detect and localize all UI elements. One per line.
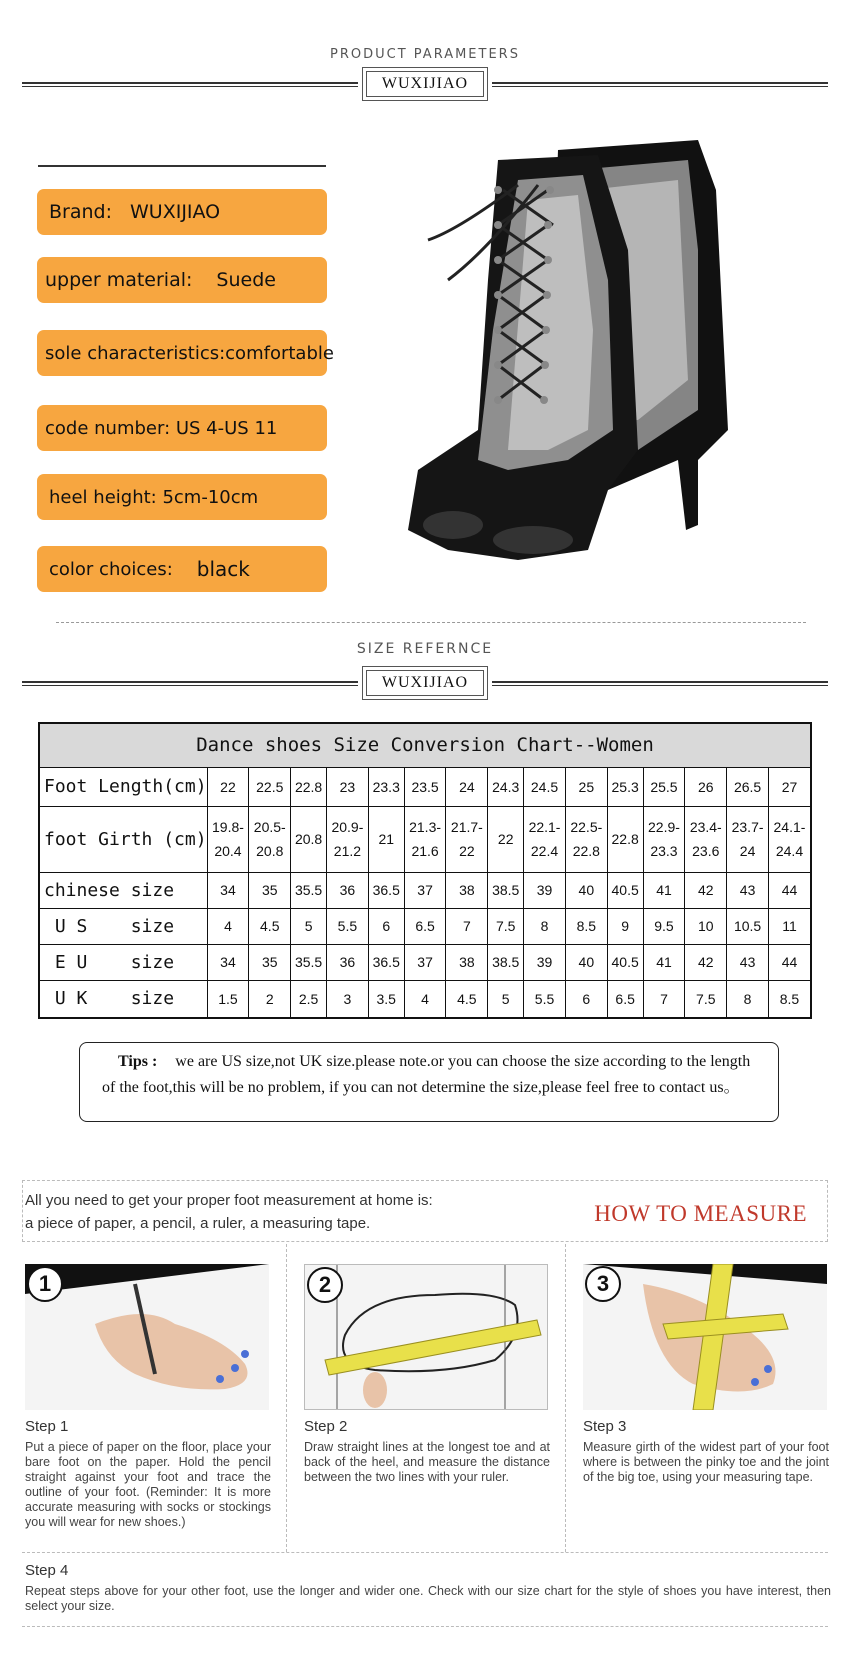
size-cell: 4 — [207, 908, 249, 944]
param-upper-material-value: Suede — [216, 269, 276, 291]
size-cell: 43 — [727, 944, 769, 980]
param-sole — [37, 330, 334, 376]
step2-title: Step 2 — [304, 1418, 348, 1435]
size-cell: 4.5 — [446, 980, 488, 1018]
size-row-label: foot Girth (cm) — [39, 806, 207, 872]
size-cell: 35.5 — [291, 872, 327, 908]
size-cell: 36 — [327, 872, 369, 908]
size-cell: 21.3- 21.6 — [404, 806, 446, 872]
size-cell: 6 — [368, 908, 404, 944]
size-cell: 7 — [643, 980, 685, 1018]
size-cell: 22.9- 23.3 — [643, 806, 685, 872]
size-cell: 8 — [524, 908, 566, 944]
measure-intro-line1: All you need to get your proper foot measurement at home is: — [25, 1192, 433, 1209]
size-cell: 2 — [249, 980, 291, 1018]
param-heel-height — [37, 474, 327, 520]
step2-text: Draw straight lines at the longest toe and at back of the heel, and measure the distance between the two lines with your ruler. — [304, 1440, 550, 1484]
size-cell: 22.8 — [291, 767, 327, 806]
tips-box — [79, 1042, 779, 1122]
size-cell: 41 — [643, 872, 685, 908]
size-row — [39, 908, 811, 944]
param-code-number — [37, 405, 327, 451]
size-cell: 41 — [643, 944, 685, 980]
size-cell: 34 — [207, 872, 249, 908]
size-cell: 40 — [565, 944, 607, 980]
size-cell: 43 — [727, 872, 769, 908]
size-cell: 23.4- 23.6 — [685, 806, 727, 872]
size-cell: 35 — [249, 872, 291, 908]
size-table-title: Dance shoes Size Conversion Chart--Women — [39, 723, 811, 767]
size-row — [39, 806, 811, 872]
size-cell: 19.8- 20.4 — [207, 806, 249, 872]
param-upper-material-label: upper material: — [45, 269, 193, 291]
parameters-section-title: PRODUCT PARAMETERS — [330, 47, 520, 62]
size-cell: 38 — [446, 872, 488, 908]
size-cell: 8.5 — [768, 980, 811, 1018]
size-row — [39, 944, 811, 980]
brand-badge — [362, 67, 488, 101]
size-cell: 4.5 — [249, 908, 291, 944]
size-header-rule-right — [492, 681, 828, 686]
size-row — [39, 980, 811, 1018]
size-cell: 38.5 — [488, 944, 524, 980]
size-cell: 22.8 — [607, 806, 643, 872]
header-rule-left — [22, 82, 358, 87]
size-cell: 3.5 — [368, 980, 404, 1018]
size-cell: 24.5 — [524, 767, 566, 806]
header-rule-right — [492, 82, 828, 87]
size-section-title: SIZE REFERNCE — [356, 641, 494, 657]
tips-label: Tips : — [118, 1053, 158, 1070]
step3-title: Step 3 — [583, 1418, 627, 1435]
param-brand-label: Brand: — [49, 201, 112, 223]
section-divider — [56, 622, 806, 623]
size-cell: 8 — [727, 980, 769, 1018]
size-cell: 39 — [524, 872, 566, 908]
size-cell: 25.3 — [607, 767, 643, 806]
size-cell: 22.5- 22.8 — [565, 806, 607, 872]
param-color-value: black — [196, 557, 250, 581]
step4-text: Repeat steps above for your other foot, use the longer and wider one. Check with our size chart for the style of shoes you have interest, then select your size. — [25, 1584, 831, 1613]
size-row-label: chinese size — [39, 872, 207, 908]
param-upper-material — [37, 257, 327, 303]
size-cell: 22.1- 22.4 — [524, 806, 566, 872]
size-cell: 2.5 — [291, 980, 327, 1018]
size-cell: 40 — [565, 872, 607, 908]
size-cell: 34 — [207, 944, 249, 980]
shoe-illustration — [398, 130, 788, 570]
size-conversion-table — [38, 722, 812, 1019]
size-cell: 38 — [446, 944, 488, 980]
size-cell: 20.9- 21.2 — [327, 806, 369, 872]
size-cell: 27 — [768, 767, 811, 806]
size-cell: 20.8 — [291, 806, 327, 872]
size-cell: 42 — [685, 872, 727, 908]
step1-title: Step 1 — [25, 1418, 69, 1435]
size-cell: 23.3 — [368, 767, 404, 806]
step3-number: 3 — [585, 1266, 621, 1302]
brand-badge-label: WUXIJIAO — [366, 71, 484, 97]
size-cell: 37 — [404, 872, 446, 908]
step3-image — [583, 1264, 827, 1410]
size-table-body — [39, 767, 811, 1018]
size-cell: 5.5 — [524, 980, 566, 1018]
size-cell: 4 — [404, 980, 446, 1018]
step-divider-1 — [286, 1244, 287, 1552]
size-header-rule-left — [22, 681, 358, 686]
size-cell: 36 — [327, 944, 369, 980]
size-cell: 35 — [249, 944, 291, 980]
how-to-measure-title: HOW TO MEASURE — [594, 1201, 807, 1226]
step-divider-horizontal — [22, 1552, 828, 1553]
size-cell: 44 — [768, 944, 811, 980]
size-cell: 20.5- 20.8 — [249, 806, 291, 872]
param-heel-height-label: heel height: 5cm-10cm — [49, 486, 259, 508]
size-cell: 6.5 — [404, 908, 446, 944]
size-cell: 8.5 — [565, 908, 607, 944]
size-cell: 39 — [524, 944, 566, 980]
size-cell: 11 — [768, 908, 811, 944]
param-sole-label: sole characteristics:comfortable — [45, 342, 334, 364]
size-cell: 26.5 — [727, 767, 769, 806]
size-row-label: U S size — [39, 908, 207, 944]
step3-text: Measure girth of the widest part of your foot where is between the pinky toe and the joint of the big toe, using your measuring tape. — [583, 1440, 829, 1484]
param-brand-value: WUXIJIAO — [130, 201, 221, 223]
size-cell: 40.5 — [607, 944, 643, 980]
size-cell: 26 — [685, 767, 727, 806]
size-cell: 6.5 — [607, 980, 643, 1018]
size-brand-badge — [362, 666, 488, 700]
step-divider-2 — [565, 1244, 566, 1552]
param-brand — [37, 189, 327, 235]
size-cell: 6 — [565, 980, 607, 1018]
step1-text: Put a piece of paper on the floor, place your bare foot on the paper. Hold the pencil straight against your foot and trace the outline of your foot. (Reminder: It is more accurate measuring with socks or stockings you will wear for new shoes.) — [25, 1440, 271, 1529]
size-cell: 9.5 — [643, 908, 685, 944]
tips-text: we are US size,not UK size.please note.or you can choose the size according to the length of the foot,this will be no problem, if you can not determine the size,please feel free to contact us。 — [102, 1053, 751, 1096]
step1-image — [25, 1264, 269, 1410]
size-cell: 23.7- 24 — [727, 806, 769, 872]
size-cell: 44 — [768, 872, 811, 908]
size-cell: 42 — [685, 944, 727, 980]
step1-number: 1 — [27, 1266, 63, 1302]
size-cell: 35.5 — [291, 944, 327, 980]
size-cell: 7.5 — [685, 980, 727, 1018]
size-cell: 36.5 — [368, 944, 404, 980]
size-cell: 37 — [404, 944, 446, 980]
bottom-divider — [22, 1626, 828, 1627]
size-cell: 7.5 — [488, 908, 524, 944]
size-row-label: Foot Length(cm) — [39, 767, 207, 806]
size-cell: 3 — [327, 980, 369, 1018]
size-cell: 24.1- 24.4 — [768, 806, 811, 872]
size-cell: 21.7- 22 — [446, 806, 488, 872]
size-cell: 24 — [446, 767, 488, 806]
size-row — [39, 767, 811, 806]
size-cell: 1.5 — [207, 980, 249, 1018]
size-cell: 25.5 — [643, 767, 685, 806]
size-cell: 9 — [607, 908, 643, 944]
measure-intro-line2: a piece of paper, a pencil, a ruler, a measuring tape. — [25, 1215, 371, 1232]
size-cell: 5 — [291, 908, 327, 944]
size-cell: 21 — [368, 806, 404, 872]
size-cell: 38.5 — [488, 872, 524, 908]
size-row-label: U K size — [39, 980, 207, 1018]
size-cell: 5.5 — [327, 908, 369, 944]
size-cell: 7 — [446, 908, 488, 944]
size-cell: 23.5 — [404, 767, 446, 806]
parameters-divider — [38, 165, 326, 167]
size-cell: 22.5 — [249, 767, 291, 806]
how-to-measure-header — [22, 1180, 828, 1242]
param-color — [37, 546, 327, 592]
size-row-label: E U size — [39, 944, 207, 980]
size-row — [39, 872, 811, 908]
size-cell: 36.5 — [368, 872, 404, 908]
product-image — [398, 130, 788, 570]
measure-intro — [25, 1189, 433, 1235]
size-cell: 24.3 — [488, 767, 524, 806]
size-brand-badge-label: WUXIJIAO — [366, 670, 484, 696]
step2-number: 2 — [307, 1267, 343, 1303]
size-cell: 5 — [488, 980, 524, 1018]
size-cell: 25 — [565, 767, 607, 806]
size-cell: 23 — [327, 767, 369, 806]
size-cell: 22 — [488, 806, 524, 872]
size-cell: 40.5 — [607, 872, 643, 908]
size-cell: 22 — [207, 767, 249, 806]
param-color-label: color choices: — [49, 558, 173, 580]
size-cell: 10 — [685, 908, 727, 944]
param-code-number-label: code number: US 4-US 11 — [45, 417, 278, 439]
step2-image — [304, 1264, 548, 1410]
size-cell: 10.5 — [727, 908, 769, 944]
step4-title: Step 4 — [25, 1562, 69, 1579]
